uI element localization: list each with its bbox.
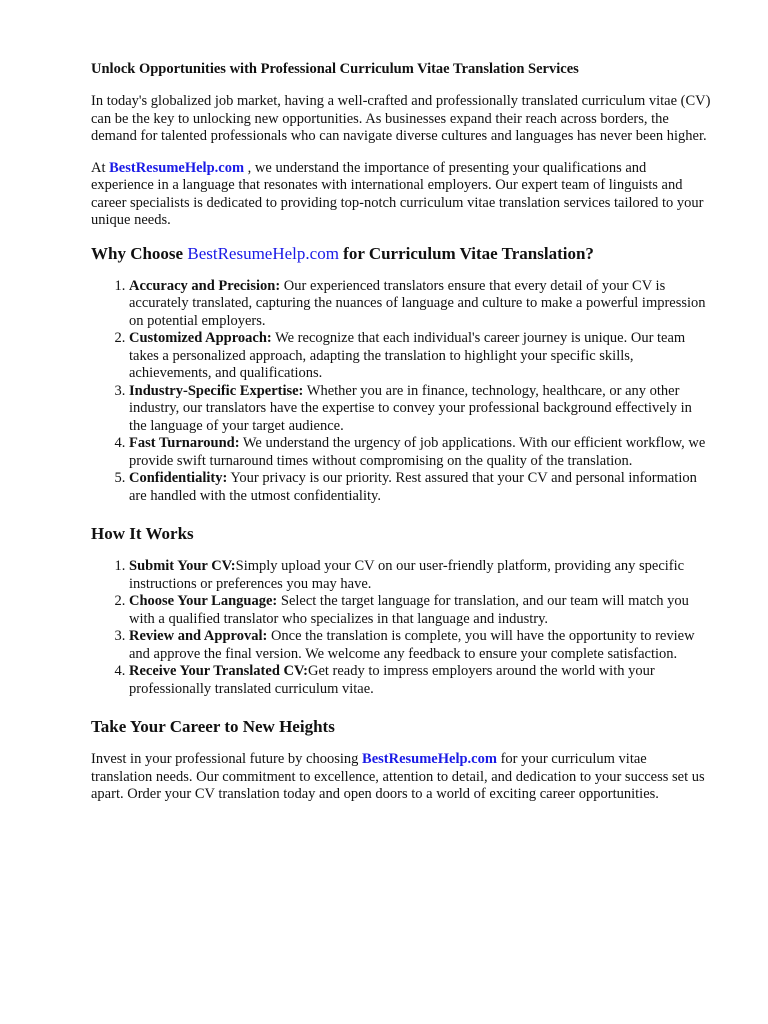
list-item xyxy=(129,330,711,383)
about-paragraph xyxy=(91,160,711,230)
list-item-text: We understand the urgency of job applications. With our efficient workflow, we provide swift turnaround times without compromising on the quality of the translation. xyxy=(129,435,706,469)
list-item-text: Once the translation is complete, you will have the opportunity to review and approve the final version. We welcome any feedback to ensure your complete satisfaction. xyxy=(129,628,695,662)
list-item-text: Get ready to impress employers around the world with your professionally translated curriculum vitae. xyxy=(129,663,655,697)
list-item-term: Industry-Specific Expertise: xyxy=(129,382,304,399)
list-item-text: Your privacy is our priority. Rest assured that your CV and personal information are handled with the utmost confidentiality. xyxy=(129,470,697,504)
document-title: Unlock Opportunities with Professional Curriculum Vitae Translation Services xyxy=(91,61,579,77)
list-item-term: Choose Your Language: xyxy=(129,593,278,609)
list-item xyxy=(129,435,711,470)
about-text-before: At xyxy=(91,159,110,176)
closing-paragraph xyxy=(91,751,711,804)
list-item-term: Submit Your CV: xyxy=(129,558,236,574)
list-item-text: We recognize that each individual's career journey is unique. Our team takes a personalized approach, adapting the translation to highlight your specific skills, achievements, and qualifications. xyxy=(129,330,686,381)
benefits-list xyxy=(91,278,711,506)
list-item xyxy=(129,663,711,698)
list-item xyxy=(129,558,711,593)
list-item-term: Confidentiality: xyxy=(129,470,228,486)
list-item-text: Whether you are in finance, technology, healthcare, or any other industry, our translators have the expertise to convey your professional background effectively in the language of your target audience. xyxy=(129,382,692,434)
document-page xyxy=(91,60,711,818)
closing-text-after: for your curriculum vitae translation needs. Our commitment to excellence, attention to detail, and dedication to your success set us apart. Order your CV translation today and open doors to a world of exciting career opportunities. xyxy=(91,751,705,802)
closing-link[interactable]: BestResumeHelp.com xyxy=(362,751,497,767)
list-item-term: Customized Approach: xyxy=(129,330,272,346)
steps-list xyxy=(91,558,711,698)
list-item xyxy=(129,470,711,505)
why-choose-heading xyxy=(91,244,711,264)
list-item-term: Accuracy and Precision: xyxy=(129,277,281,294)
list-item-text: Our experienced translators ensure that every detail of your CV is accurately translated, capturing the nuances of language and culture to make a powerful impression on potential employers. xyxy=(129,277,706,329)
list-item xyxy=(129,278,711,331)
why-heading-link[interactable]: BestResumeHelp.com xyxy=(187,243,339,263)
bestresumehelp-link[interactable]: BestResumeHelp.com xyxy=(109,159,245,176)
list-item xyxy=(129,628,711,663)
about-text-after: , we understand the importance of presenting your qualifications and experience in a language that resonates with international employers. Our expert team of linguists and career specialists is dedicated to providing top-notch curriculum vitae translation services tailored to your unique needs. xyxy=(91,159,704,228)
list-item-term: Receive Your Translated CV: xyxy=(129,663,308,679)
why-heading-before: Why Choose xyxy=(91,243,188,263)
list-item-text: Simply upload your CV on our user-friendly platform, providing any specific instructions or preferences you may have. xyxy=(129,558,685,592)
list-item-term: Review and Approval: xyxy=(129,628,268,644)
list-item-text: Select the target language for translation, and our team will match you with a qualified translator who specializes in that language and industry. xyxy=(129,593,689,627)
take-career-heading: Take Your Career to New Heights xyxy=(91,717,335,736)
list-item-term: Fast Turnaround: xyxy=(129,435,240,451)
why-heading-after: for Curriculum Vitae Translation? xyxy=(338,243,594,263)
list-item xyxy=(129,383,711,436)
closing-text-before: Invest in your professional future by choosing xyxy=(91,751,363,767)
how-it-works-heading: How It Works xyxy=(91,524,194,543)
list-item xyxy=(129,593,711,628)
intro-paragraph: In today's globalized job market, having a well-crafted and professionally translated curriculum vitae (CV) can be the key to unlocking new opportunities. As businesses expand their reach across borders, the demand for talented professionals who can navigate diverse cultures and languages has never been higher. xyxy=(91,93,711,144)
